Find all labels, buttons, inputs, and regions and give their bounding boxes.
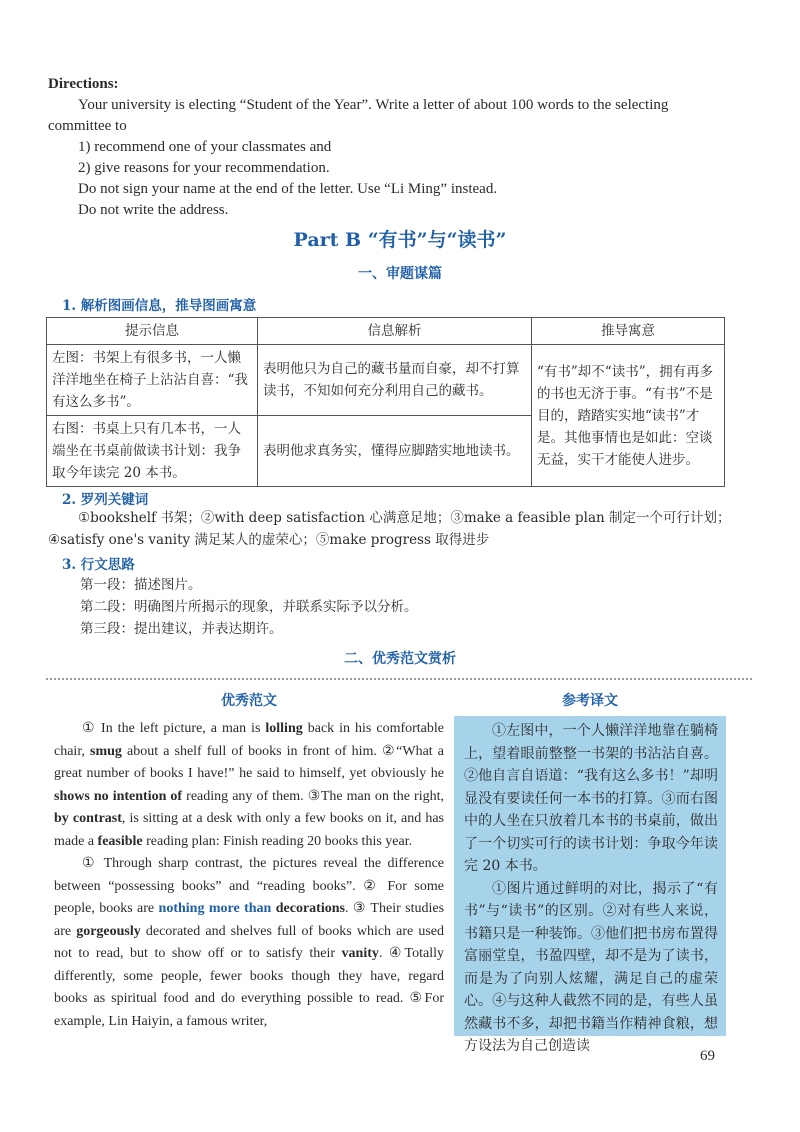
- keywords-line: ④satisfy one's vanity 满足某人的虚荣心；⑤make progress 取得进步: [48, 532, 490, 548]
- directions-block: [48, 74, 758, 221]
- table-header: 推导寓意: [532, 318, 725, 345]
- subheading-1: 1. 解析图画信息，推导图画寓意: [62, 298, 257, 314]
- essay-paragraph: [54, 718, 444, 853]
- page-number: 69: [700, 1048, 715, 1064]
- essay-text: ① Through sharp contrast, the pictures reveal the difference between “possessing books” and “reading books”. ② For some people, books are: [54, 856, 444, 916]
- keywords-line: ①bookshelf 书架；②with deep satisfaction 心满意足地；③make a feasible plan 制定一个可行计划；: [78, 510, 731, 526]
- table-header: 信息解析: [258, 318, 532, 345]
- essay-column-title: 优秀范文: [221, 693, 277, 709]
- essay-text: , is sitting at a desk with only a few books on it, and has made a: [54, 811, 444, 849]
- directions-line: committee to: [48, 118, 127, 134]
- plan-line: 第一段：描述图片。: [80, 577, 202, 593]
- writing-plan: [80, 574, 418, 640]
- directions-line: 1) recommend one of your classmates and: [78, 139, 332, 155]
- essay-text: reading any of them. ③The man on the right,: [182, 788, 444, 804]
- directions-line: 2) give reasons for your recommendation.: [78, 160, 330, 176]
- subheading-3: 3. 行文思路: [62, 557, 135, 573]
- section1-title: 一、审题谋篇: [358, 266, 442, 282]
- table-row: [47, 345, 725, 416]
- table-header-row: [47, 318, 725, 345]
- essay-text: back in his comfortable chair,: [54, 721, 444, 759]
- table-cell-analysis: 表明他求真务实，懂得应脚踏实地地读书。: [258, 416, 532, 487]
- essay-text: . ④Totally differently, some people, fewer books though they have, regard books as spiritual food and do everything possible to read. ⑤For example, Lin Haiyin, a famous writer,: [54, 946, 444, 1029]
- translation-column-title: 参考译文: [562, 693, 618, 709]
- translation-paragraph: ①左图中，一个人懒洋洋地靠在躺椅上，望着眼前整整一书架的书沾沾自喜。②他自言自语道：“我有这么多书！”却明显没有要读任何一本书的打算。③而右图中的人坐在只放着几本书的书桌前，做出了一个切实可行的读书计划：争取今年读完 20 本书。: [464, 723, 718, 874]
- essay-keyword: lolling: [265, 721, 303, 736]
- essay-keyword: decorations: [275, 901, 345, 916]
- directions-label: Directions:: [48, 76, 119, 92]
- essay-keyword: feasible: [97, 833, 143, 849]
- essay-highlight: nothing more than: [158, 901, 272, 916]
- essay-text: about a shelf full of books in front of him. ②“What a great number of books I have!” he said to himself, yet obviously he: [54, 743, 444, 781]
- section2-title: 二、优秀范文赏析: [344, 651, 456, 667]
- translation-paragraph: ①图片通过鲜明的对比，揭示了“有书”与“读书”的区别。②对有些人来说，书籍只是一种装饰。③他们把书房布置得富丽堂皇，书盈四壁，却不是为了读书，而是为了向别人炫耀，满足自己的虚荣心。④与这种人截然不同的是，有些人虽然藏书不多，却把书籍当作精神食粮，想方设法为自己创造读: [464, 880, 718, 1054]
- essay-text: decorated and shelves full of books which are used not to read, but to show off or to satisfy their: [54, 923, 445, 961]
- table-cell-hint: 右图：书桌上只有几本书，一人端坐在书桌前做读书计划：我争取今年读完 20 本书。: [47, 416, 258, 487]
- model-essay: [54, 718, 444, 1033]
- plan-line: 第二段：明确图片所揭示的现象，并联系实际予以分析。: [80, 599, 418, 615]
- directions-line: Do not write the address.: [78, 202, 229, 218]
- essay-paragraph: [54, 853, 444, 1033]
- essay-keyword: smug: [90, 743, 122, 759]
- essay-keyword: gorgeously: [76, 923, 141, 939]
- directions-line: Do not sign your name at the end of the letter. Use “Li Ming” instead.: [78, 181, 498, 197]
- essay-keyword: by contrast: [54, 811, 122, 826]
- essay-keyword: shows no intention of: [54, 788, 183, 804]
- essay-keyword: vanity: [341, 946, 379, 961]
- directions-line: Your university is electing “Student of the Year”. Write a letter of about 100 words to the selecting: [78, 97, 669, 113]
- essay-text: ① In the left picture, a man is: [82, 721, 266, 736]
- keywords: [48, 507, 760, 551]
- table-cell-hint: 左图：书架上有很多书，一人懒洋洋地坐在椅子上沾沾自喜：“我有这么多书”。: [47, 345, 258, 416]
- table-cell-analysis: 表明他只为自己的藏书量而自豪，却不打算读书，不知如何充分利用自己的藏书。: [258, 345, 532, 416]
- essay-text: . ③ Their studies are: [54, 901, 445, 939]
- subheading-2: 2. 罗列关键词: [62, 492, 149, 508]
- table-cell-meaning: “有书”却不“读书”，拥有再多的书也无济于事。“有书”不是目的，踏踏实实地“读书”才是。其他事情也是如此：空谈无益，实干才能使人进步。: [532, 345, 725, 487]
- dotted-divider: [46, 678, 752, 680]
- translation-box: [454, 716, 726, 1054]
- table-header: 提示信息: [47, 318, 258, 345]
- tips-table: [46, 317, 725, 487]
- plan-line: 第三段：提出建议，并表达期许。: [80, 621, 283, 637]
- essay-text: reading plan: Finish reading 20 books this year.: [142, 833, 413, 849]
- part-title: Part B “有书”与“读书”: [293, 229, 507, 251]
